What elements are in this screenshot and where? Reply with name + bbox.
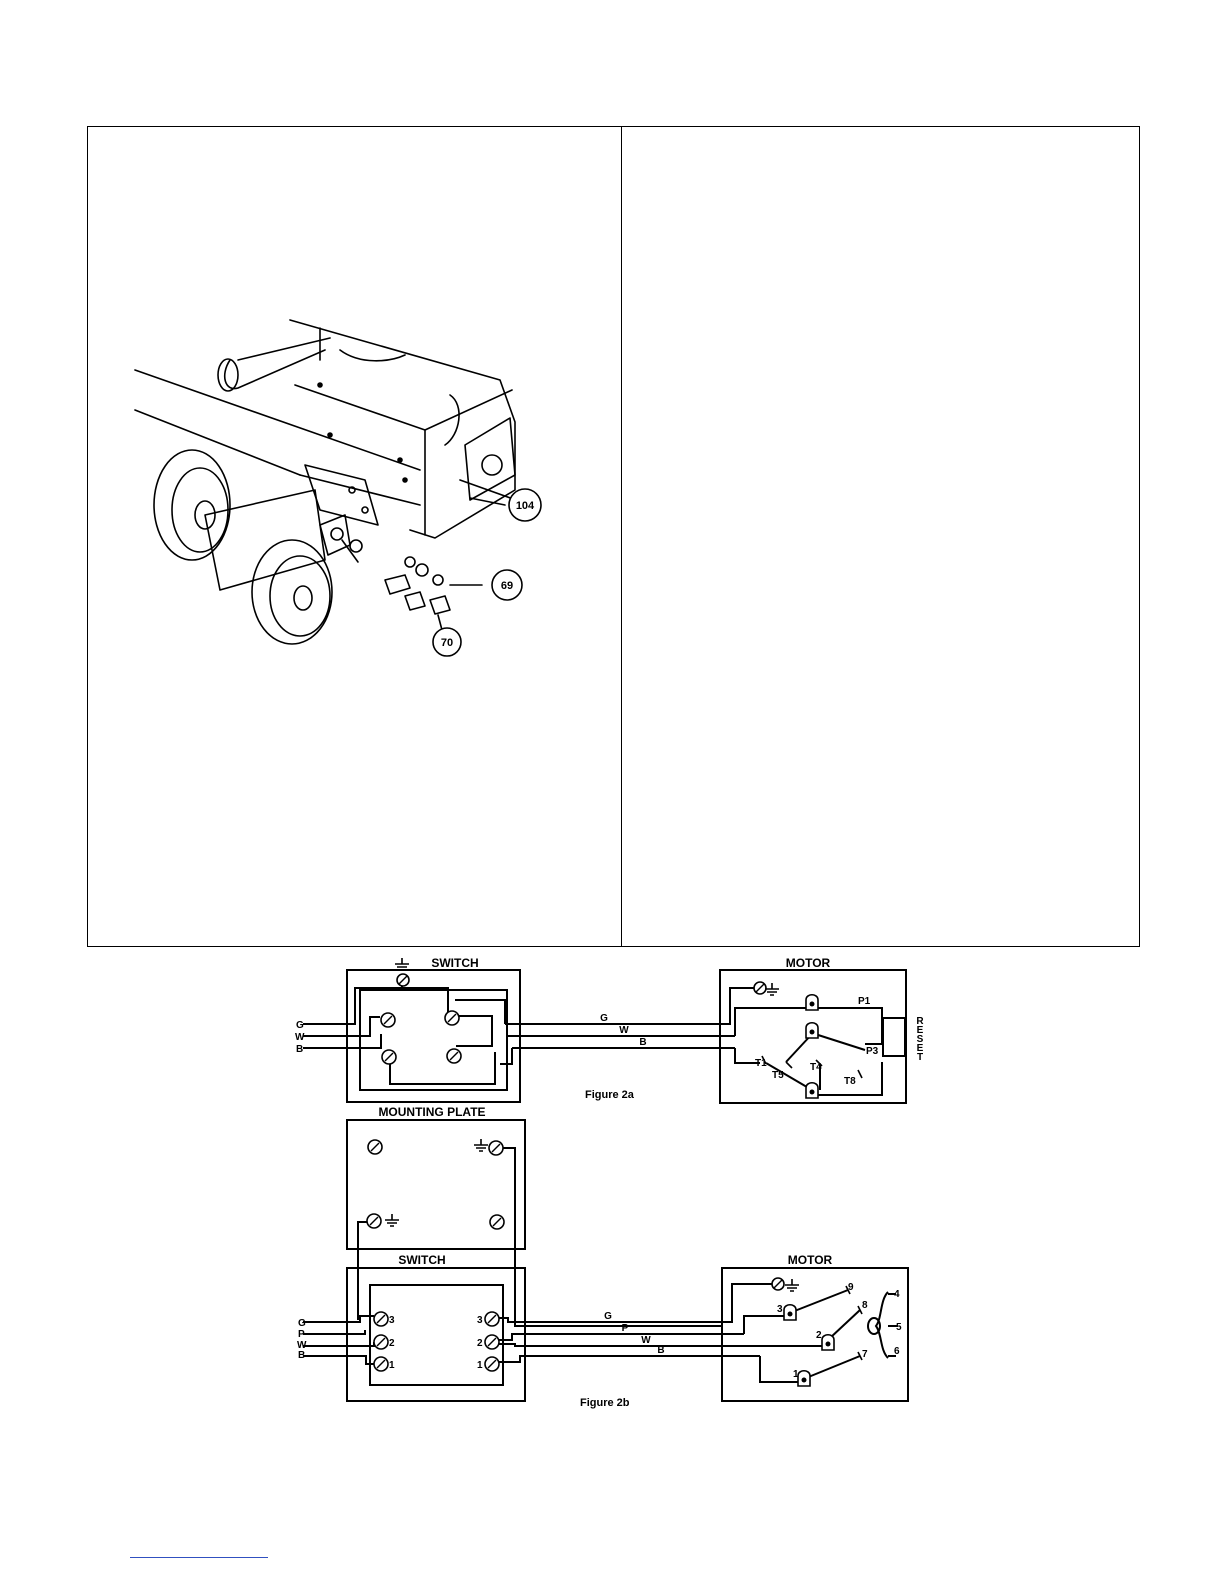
motor-terminal-6: 6 xyxy=(894,1346,900,1357)
motor-terminal-7: 7 xyxy=(862,1349,868,1360)
callout-104: 104 xyxy=(515,500,535,512)
fig2b-input-p: P xyxy=(298,1329,305,1340)
fig2b-right-terminal-3: 3 xyxy=(477,1315,483,1326)
fig2b-switch-box xyxy=(347,1268,525,1401)
motor-terminal-t4: T4 xyxy=(810,1062,822,1073)
fig2b-left-terminal-2: 2 xyxy=(389,1338,395,1349)
fig2a-switch-inner xyxy=(360,990,507,1090)
fig2b-right-terminal-1: 1 xyxy=(477,1360,483,1371)
motor-terminal-t8: T8 xyxy=(844,1076,856,1087)
ground-icon xyxy=(765,983,779,995)
fig2a-wire-b: B xyxy=(639,1037,647,1048)
fig2a-input-g: G xyxy=(296,1020,304,1031)
fig2b-motor-title: MOTOR xyxy=(787,1253,833,1267)
motor-terminal-2: 2 xyxy=(816,1330,822,1341)
fig2a-input-w: W xyxy=(295,1032,305,1043)
motor-terminal-p3: P3 xyxy=(866,1046,879,1057)
fig2a-caption: Figure 2a xyxy=(585,1089,634,1101)
fig2b-input-b: B xyxy=(298,1350,306,1361)
mounting-plate-title: MOUNTING PLATE xyxy=(378,1105,486,1119)
fig2b-right-terminal-2: 2 xyxy=(477,1338,483,1349)
fig2a-wire-w: W xyxy=(619,1025,629,1036)
motor-terminal-8: 8 xyxy=(862,1300,868,1311)
motor-terminal-5: 5 xyxy=(896,1322,902,1333)
ground-icon xyxy=(385,1214,399,1226)
bottom-link-underline xyxy=(130,1557,268,1558)
fig2b-wire-b: B xyxy=(657,1345,665,1356)
callout-70: 70 xyxy=(440,637,454,649)
fig2a-motor-title: MOTOR xyxy=(785,956,831,970)
fig2b-input-g: G xyxy=(298,1318,306,1329)
fig2b-wire-g: G xyxy=(604,1311,612,1322)
fig2b-switch-title: SWITCH xyxy=(398,1253,446,1267)
callout-69: 69 xyxy=(500,580,514,592)
fig2b-wire-w: W xyxy=(641,1335,651,1346)
fig2b-left-terminal-1: 1 xyxy=(389,1360,395,1371)
fig2b-left-terminal-3: 3 xyxy=(389,1315,395,1326)
reset-box xyxy=(883,1018,905,1056)
ground-icon xyxy=(474,1139,488,1151)
motor-terminal-1: 1 xyxy=(793,1369,799,1380)
fig2a-wire-g: G xyxy=(600,1013,608,1024)
motor-terminal-t1: T1 xyxy=(755,1058,767,1069)
motor-terminal-4: 4 xyxy=(894,1289,900,1300)
motor-terminal-9: 9 xyxy=(848,1282,854,1293)
fig2a-switch-title: SWITCH xyxy=(431,956,479,970)
reset-label: R E S E T xyxy=(916,1016,924,1063)
fig2a-input-b: B xyxy=(296,1044,304,1055)
ground-icon xyxy=(785,1279,799,1291)
fig2b-caption: Figure 2b xyxy=(580,1397,630,1409)
ground-icon xyxy=(395,958,409,970)
motor-terminal-t5: T5 xyxy=(772,1070,784,1081)
motor-terminal-3: 3 xyxy=(777,1304,783,1315)
fig2b-input-w: W xyxy=(297,1340,307,1351)
fig2b-wire-p: P xyxy=(621,1323,629,1334)
motor-terminal-p1: P1 xyxy=(858,996,871,1007)
